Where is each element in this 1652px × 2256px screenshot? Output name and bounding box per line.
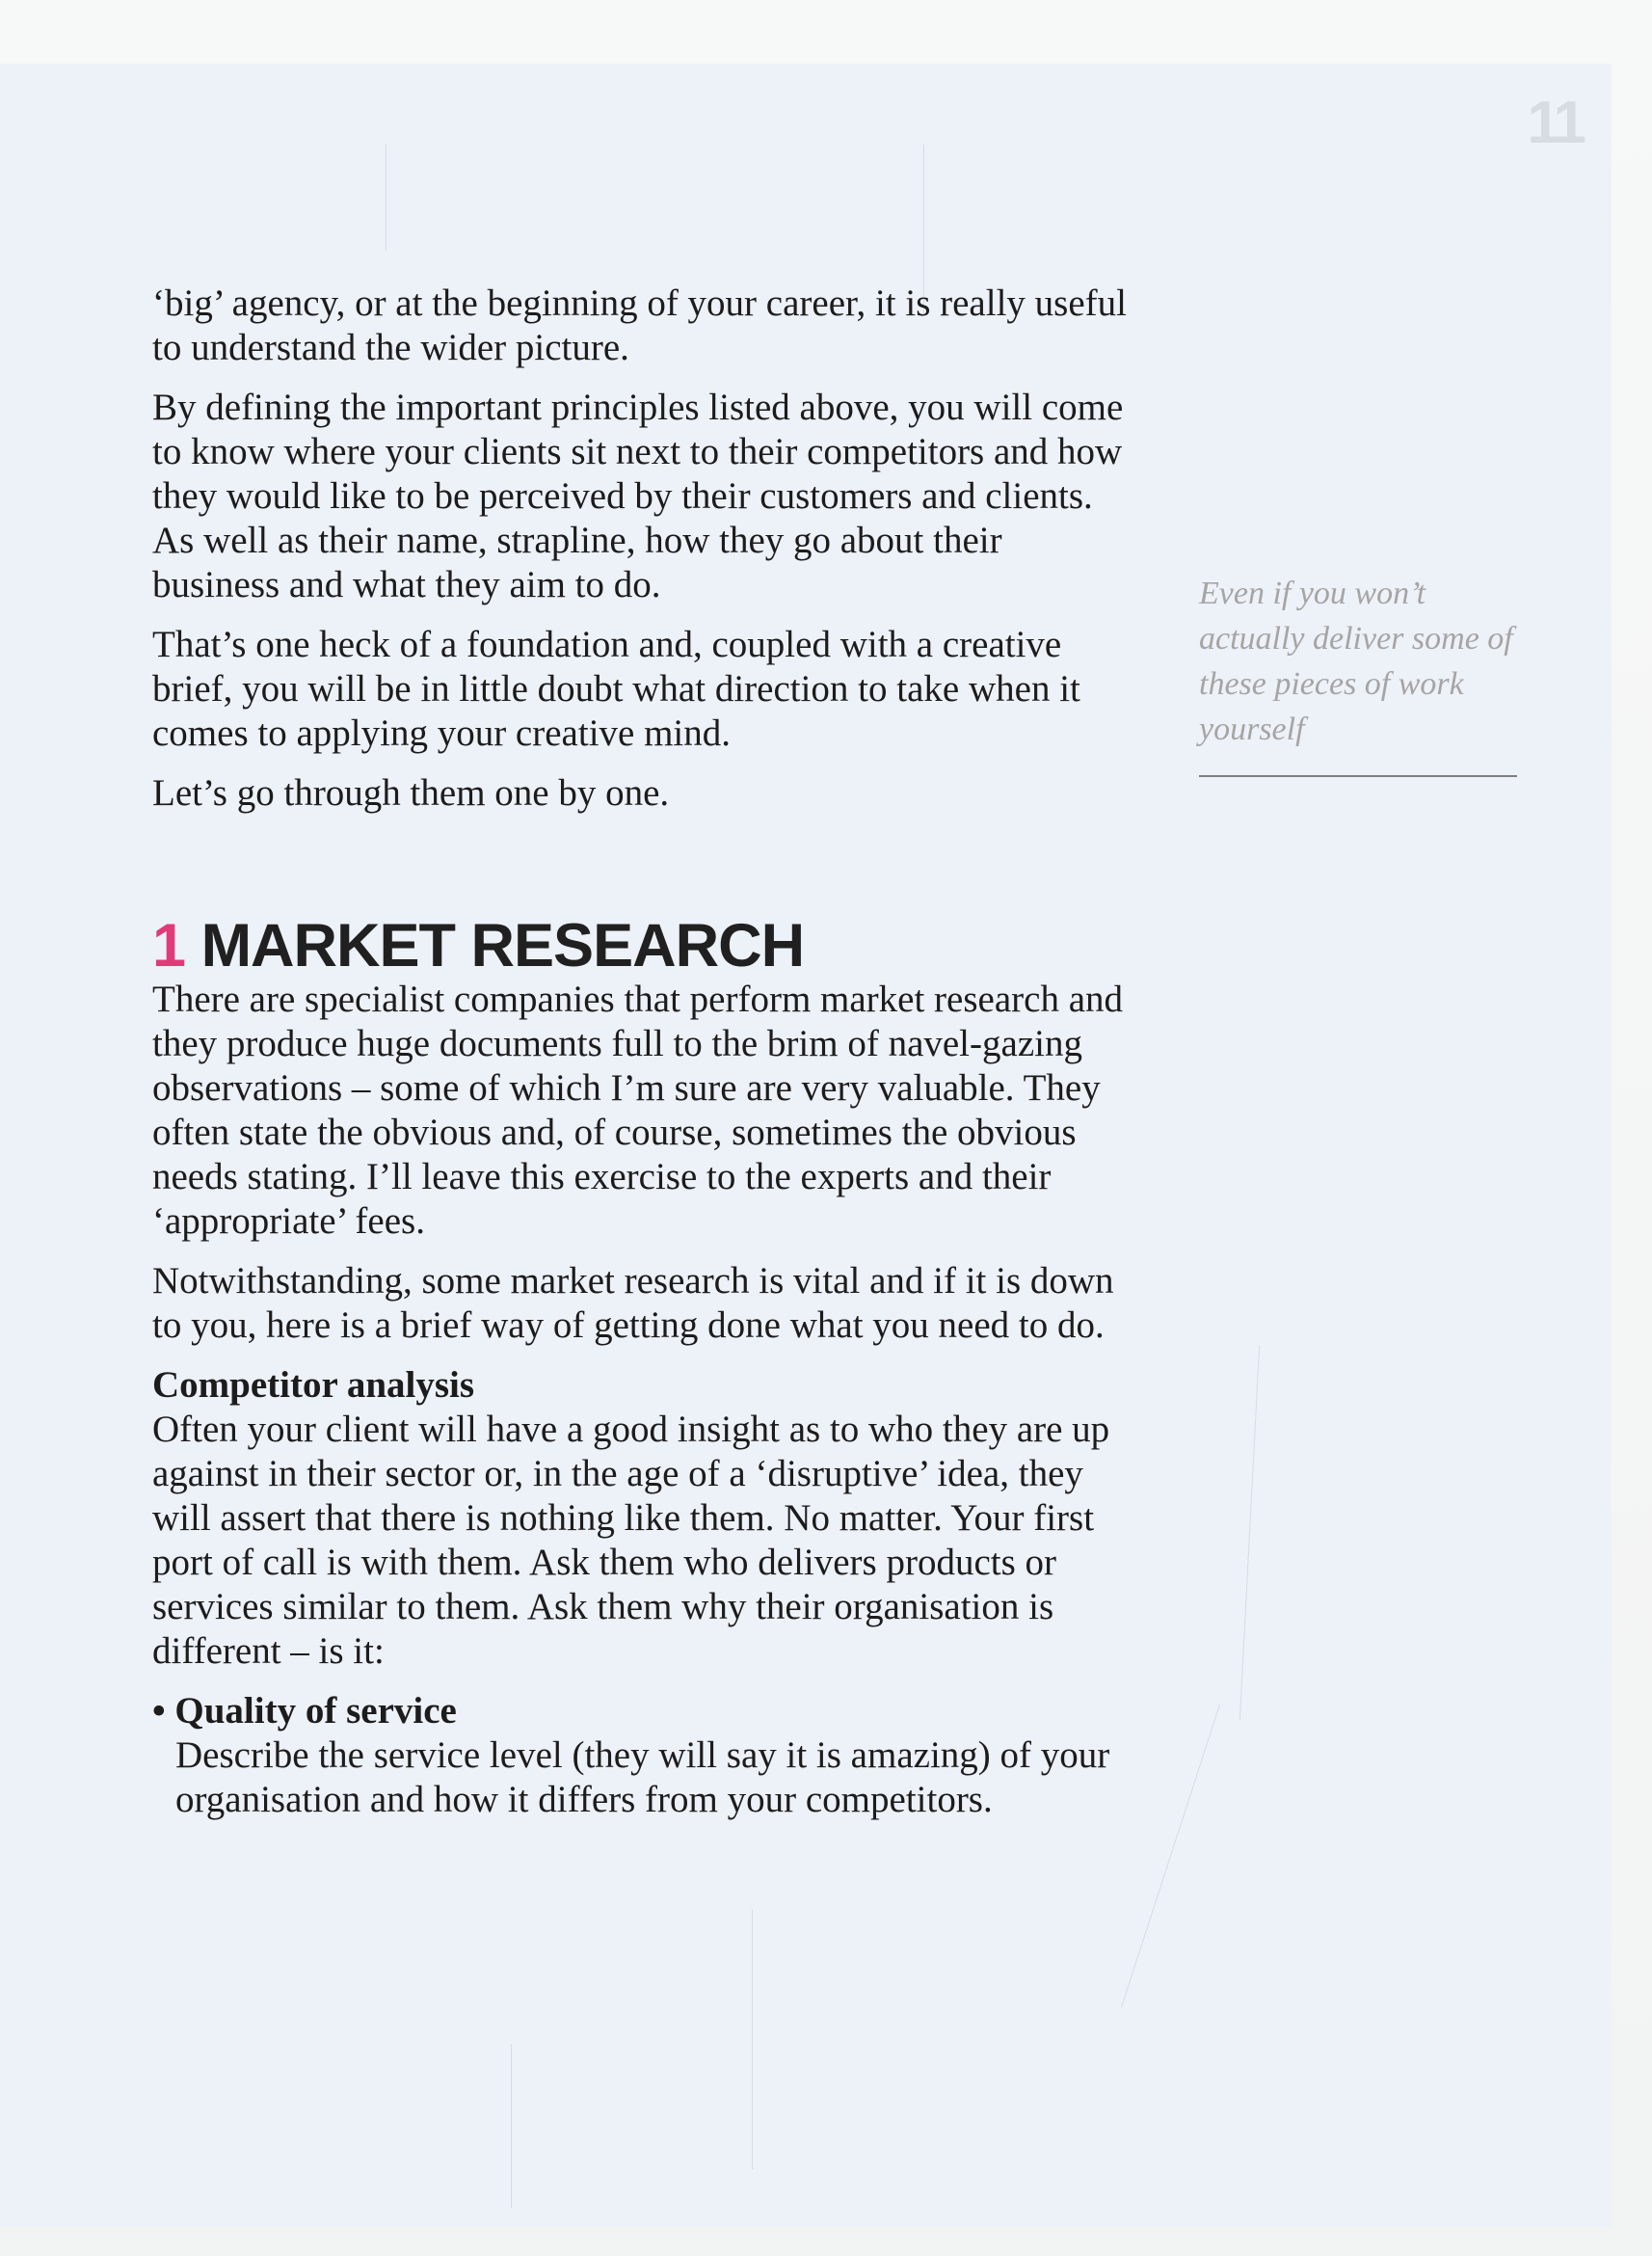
bullet-heading <box>152 1689 1135 1733</box>
body-paragraph: Let’s go through them one by one. <box>152 772 670 814</box>
bullet-item <box>152 1689 1135 1822</box>
subsection-paragraph: Often your client will have a good insight as to who they are up against in their sector or, in the age of a ‘disruptive’ idea, they will assert that there is nothing like them. No matter. Your first port of call is with them. Ask them who delivers products or services similar to them. Ask them why their organisation is different – is it: <box>152 1409 1110 1672</box>
bullet-marker: • <box>152 1690 166 1732</box>
page-number: 11 <box>1527 90 1583 156</box>
main-content <box>152 282 1135 1822</box>
pull-quote-text: Even if you won’t actually deliver some of these pieces of work yourself <box>1199 576 1513 747</box>
bullet-title: Quality of service <box>174 1690 457 1732</box>
body-paragraph: ‘big’ agency, or at the beginning of your career, it is really useful to understand the wider picture. <box>152 282 1127 368</box>
body-paragraph: By defining the important principles listed above, you will come to know where your clients sit next to their competitors and how they would like to be perceived by their customers and clients. As well as their name, strapline, how they go about their business and what they aim to do. <box>152 387 1124 605</box>
section-number: 1 <box>152 912 186 980</box>
scan-mark <box>752 1909 753 2169</box>
bullet-description: Describe the service level (they will say it is amazing) of your organisation and how it differs from your competitors. <box>175 1734 1110 1820</box>
body-paragraph: That’s one heck of a foundation and, coupled with a creative brief, you will be in little doubt what direction to take when it comes to applying your creative mind. <box>152 624 1080 754</box>
market-research-section <box>152 914 1135 1822</box>
scan-mark <box>511 2044 512 2208</box>
pull-quote <box>1199 571 1517 777</box>
section-paragraph: There are specialist companies that perform market research and they produce huge documents full to the brim of navel-gazing observations – some of which I’m sure are very valuable. They often state the obvious and, of course, sometimes the obvious needs stating. I’ll leave this exercise to the experts and their ‘appropriate’ fees. <box>152 979 1124 1242</box>
section-paragraph: Notwithstanding, some market research is vital and if it is down to you, here is a brief way of getting done what you need to do. <box>152 1260 1114 1346</box>
section-heading <box>152 914 1135 978</box>
subsection-heading: Competitor analysis <box>152 1364 475 1406</box>
section-title: MARKET RESEARCH <box>200 912 805 980</box>
